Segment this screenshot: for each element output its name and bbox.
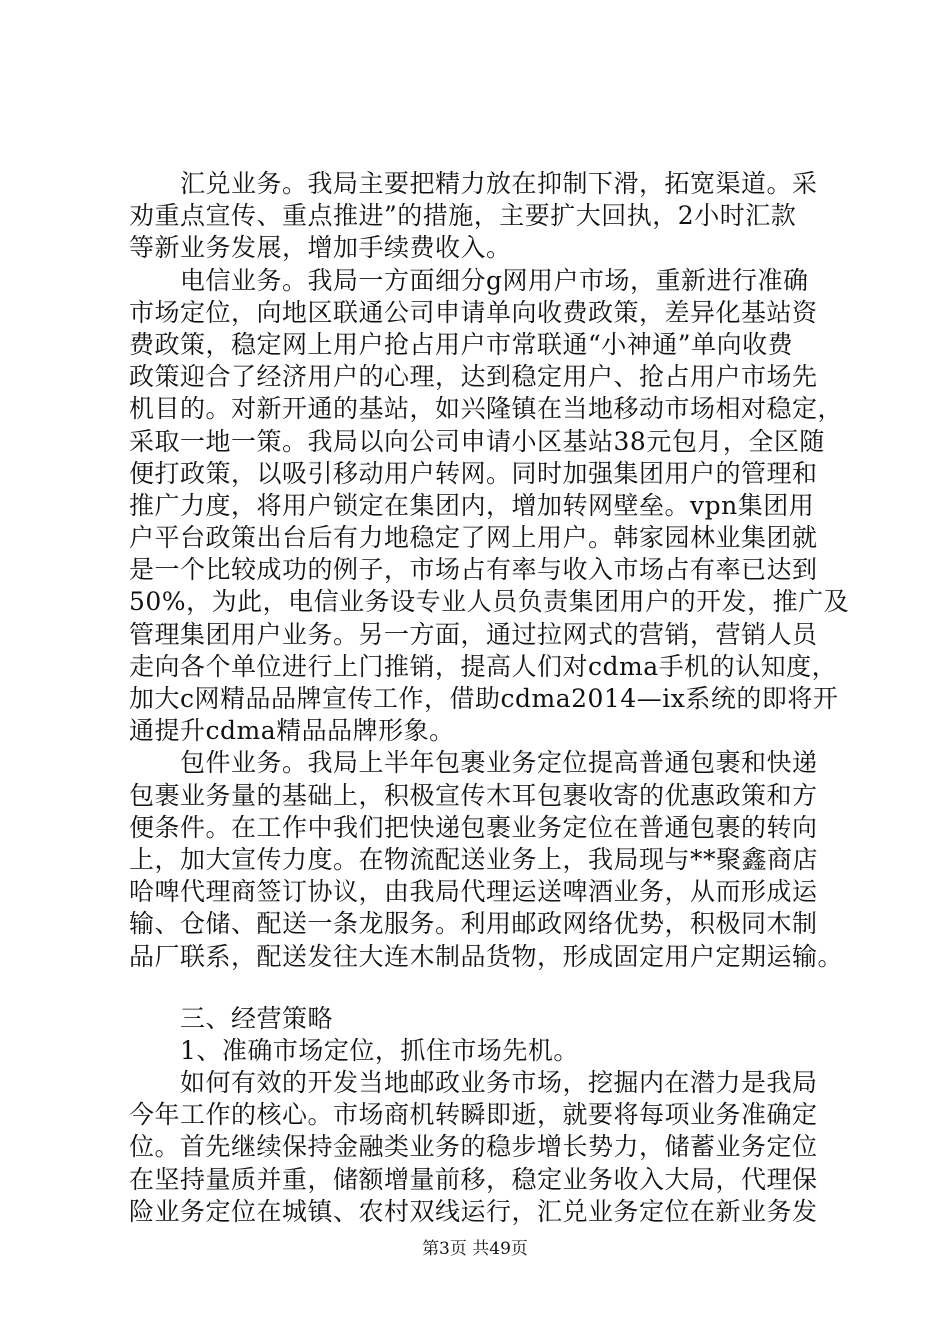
text-line: 劝重点宣传、重点推进”的措施，主要扩大回执，2小时汇款: [129, 201, 797, 231]
text-line: 电信业务。我局一方面细分g网用户市场，重新进行准确: [129, 265, 809, 295]
document-body: [129, 168, 850, 1228]
text-line: 今年工作的核心。市场商机转瞬即逝，就要将每项业务准确定: [129, 1100, 818, 1130]
text-line: 加大c网精品品牌宣传工作，借助cdma2014—ix系统的即将开: [129, 684, 839, 713]
text-line: 户平台政策出台后有力地稳定了网上用户。韩家园林业集团就: [129, 523, 818, 553]
text-line: 包裹业务量的基础上，积极宣传木耳包裹收寄的优惠政策和方: [129, 780, 818, 810]
text-line: 上，加大宣传力度。在物流配送业务上，我局现与**聚鑫商店: [129, 844, 819, 874]
page-number-footer: 第3页 共49页: [422, 1239, 528, 1259]
text-line: 如何有效的开发当地邮政业务市场，挖掘内在潜力是我局: [129, 1068, 818, 1098]
paragraph-gap: [129, 973, 829, 1003]
text-line: 走向各个单位进行上门推销，提高人们对cdma手机的认知度，: [129, 651, 838, 681]
text-line: 等新业务发展，增加手续费收入。: [129, 233, 512, 263]
text-line: 位。首先继续保持金融类业务的稳步增长势力，储蓄业务定位: [129, 1132, 818, 1162]
text-line: 采取一地一策。我局以向公司申请小区基站38元包月，全区随: [129, 426, 825, 456]
text-line: 险业务定位在城镇、农村双线运行，汇兑业务定位在新业务发: [129, 1196, 818, 1226]
text-line: 便打政策，以吸引移动用户转网。同时加强集团用户的管理和: [129, 458, 818, 488]
text-line: 在坚持量质并重，储额增量前移，稳定业务收入大局，代理保: [129, 1164, 818, 1194]
section-heading: 三、经营策略: [129, 1003, 334, 1033]
text-line: 机目的。对新开通的基站，如兴隆镇在当地移动市场相对稳定，: [129, 394, 844, 424]
text-line: 费政策，稳定网上用户抢占用户市常联通“小神通”单向收费: [129, 329, 794, 359]
subsection-heading: 1、准确市场定位，抓住市场先机。: [129, 1035, 579, 1065]
text-line: 推广力度，将用户锁定在集团内，增加转网壁垒。vpn集团用: [129, 490, 815, 520]
text-line: 50%，为此，电信业务设专业人员负责集团用户的开发，推广及: [129, 587, 850, 617]
text-line: 输、仓储、配送一条龙服务。利用邮政网络优势，积极同木制: [129, 909, 818, 939]
text-line: 汇兑业务。我局主要把精力放在抑制下滑，拓宽渠道。采: [129, 169, 818, 198]
text-line: 哈啤代理商签订协议，由我局代理运送啤酒业务，从而形成运: [129, 877, 818, 907]
text-line: 便条件。在工作中我们把快递包裹业务定位在普通包裹的转向: [129, 812, 818, 842]
text-line: 市场定位，向地区联通公司申请单向收费政策，差异化基站资: [129, 297, 818, 327]
text-line: 政策迎合了经济用户的心理，达到稳定用户、抢占用户市场先: [129, 362, 818, 392]
text-line: 是一个比较成功的例子，市场占有率与收入市场占有率已达到: [129, 555, 818, 585]
text-line: 管理集团用户业务。另一方面，通过拉网式的营销，营销人员: [129, 619, 818, 649]
text-line: 通提升cdma精品品牌形象。: [129, 716, 455, 746]
text-line: 品厂联系，配送发往大连木制品货物，形成固定用户定期运输。: [129, 941, 844, 971]
text-line: 包件业务。我局上半年包裹业务定位提高普通包裹和快递: [129, 748, 818, 778]
